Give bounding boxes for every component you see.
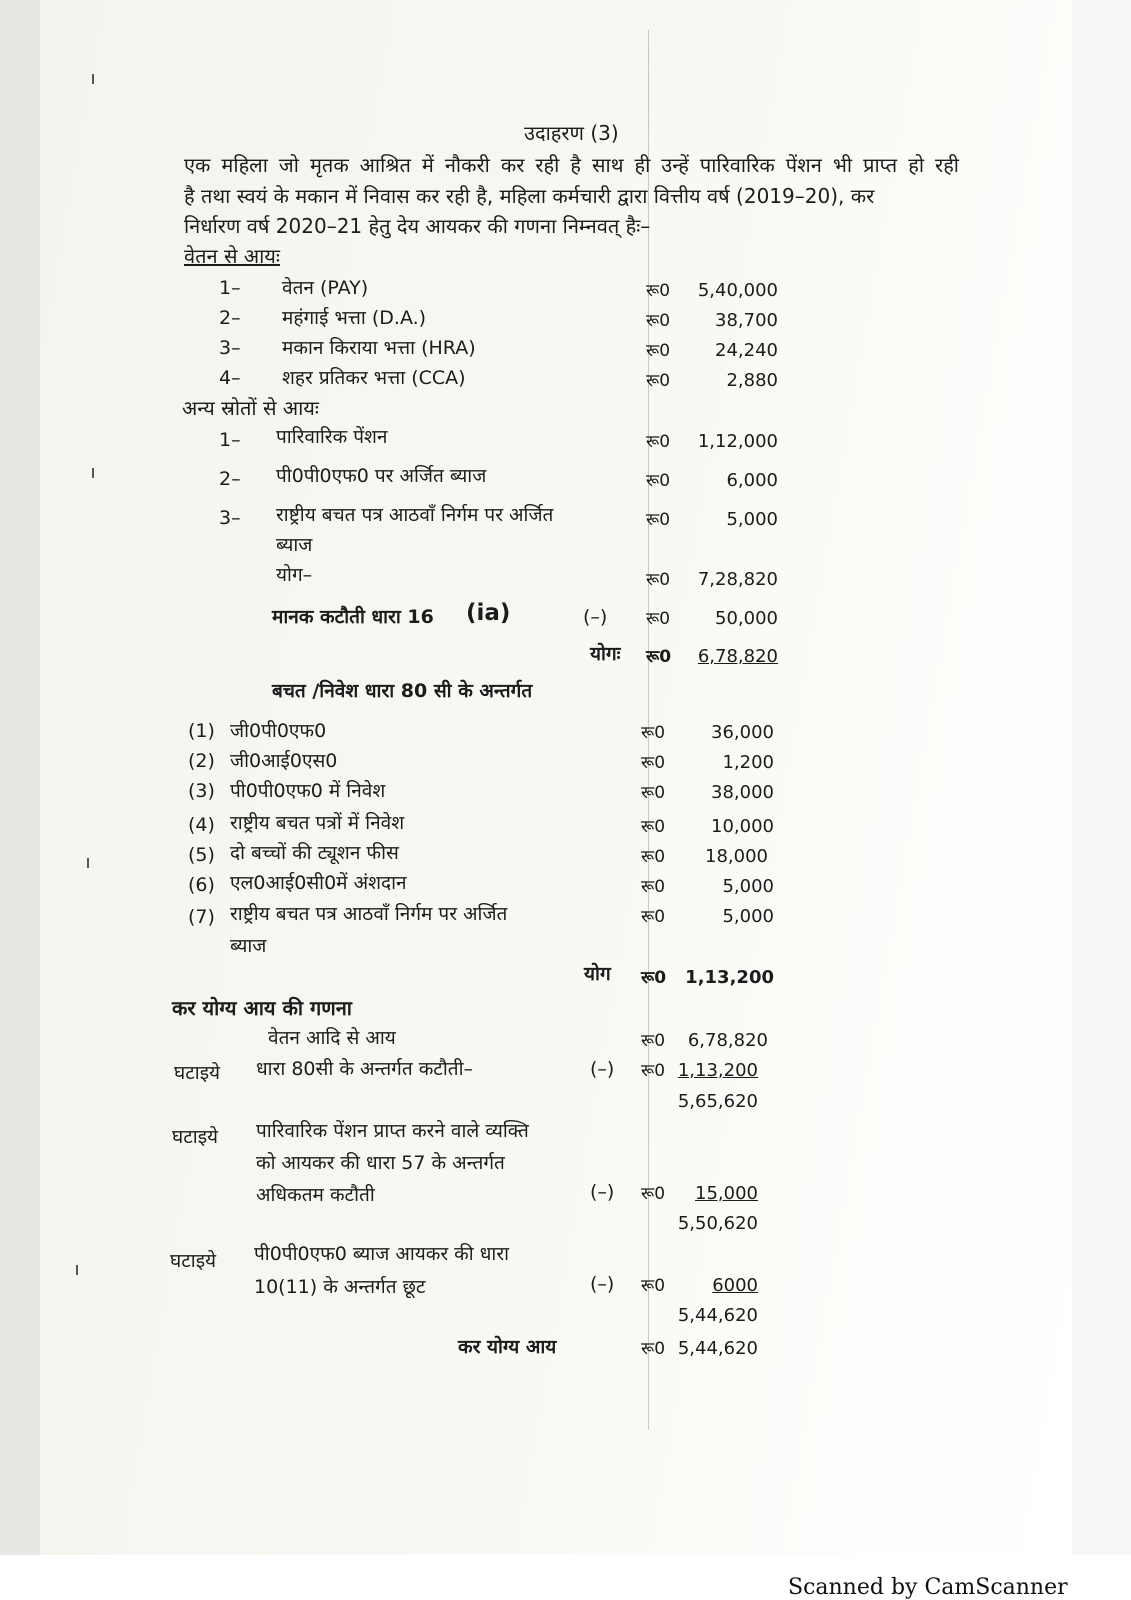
salary-item-amount: 5,40,000 [697,280,778,301]
currency-label: रू0 [646,432,671,452]
savings-item-label: दो बच्चों की ट्यूशन फीस [230,842,399,864]
salary-item-label: महंगाई भत्ता (D.A.) [282,307,427,329]
net-total-amount: 6,78,820 [697,646,778,667]
salary-item-label: वेतन (PAY) [282,277,369,299]
currency-label: रू0 [641,968,667,988]
currency-label: रू0 [641,877,666,897]
subtotal-amount: 5,50,620 [677,1213,758,1234]
salary-heading: वेतन से आयः [184,244,280,268]
savings-item-amount: 1,200 [722,752,774,773]
currency-label: रू0 [641,1184,666,1204]
savings-item-no: (3) [188,780,215,802]
currency-label: रू0 [641,907,666,927]
other-item-amount: 1,12,000 [697,431,778,452]
savings-heading: बचत /निवेश धारा 80 सी के अन्तर्गत [272,680,533,702]
other-item-amount: 5,000 [726,509,778,530]
deduction-80c-amount: 1,13,200 [677,1060,758,1081]
savings-item-amount: 18,000 [705,846,768,867]
currency-label: रू0 [641,817,666,837]
subtotal-amount: 5,44,620 [677,1305,758,1326]
less-label: घटाइये [174,1062,221,1084]
less-label: घटाइये [170,1250,217,1272]
minus-sign: (–) [590,1058,615,1080]
taxable-income-amount: 5,44,620 [677,1338,758,1359]
scanner-watermark: Scanned by CamScanner [788,1575,1068,1600]
taxable-heading: कर योग्य आय की गणना [172,996,352,1020]
other-item-no: 2– [219,468,241,490]
savings-item-no: (6) [188,874,215,896]
scan-mark [87,858,89,868]
currency-label: रू0 [641,1031,666,1051]
currency-label: रू0 [641,753,666,773]
savings-total-amount: 1,13,200 [685,967,774,988]
intro-line-1: एक महिला जो मृतक आश्रित में नौकरी कर रही है साथ ही उन्हें पारिवारिक पेंशन भी प्राप्त हो रही [184,153,959,177]
savings-item-label: राष्ट्रीय बचत पत्र आठवाँ निर्गम पर अर्जित [230,903,508,925]
savings-item-no: (5) [188,844,215,866]
savings-item-no: (7) [188,906,215,928]
currency-label: रू0 [646,510,671,530]
currency-label: रू0 [641,1276,666,1296]
other-item-label-cont: ब्याज [276,534,313,556]
currency-label: रू0 [641,783,666,803]
savings-total-label: योग [584,963,611,985]
currency-label: रू0 [646,647,672,667]
minus-sign: (–) [590,1181,615,1203]
standard-deduction-amount: 50,000 [715,608,778,629]
scan-mark [92,74,94,84]
savings-item-no: (4) [188,814,215,836]
salary-item-no: 1– [219,277,241,299]
salary-item-no: 3– [219,337,241,359]
pension-deduction-amount: 15,000 [695,1183,758,1204]
salary-item-label: शहर प्रतिकर भत्ता (CCA) [282,367,466,389]
subtotal-label: योग– [276,564,313,586]
page-edge [1072,0,1131,1600]
savings-item-label: पी0पी0एफ0 में निवेश [230,780,386,802]
savings-item-amount: 5,000 [722,876,774,897]
currency-label: रू0 [646,281,671,301]
intro-line-3: निर्धारण वर्ष 2020–21 हेतु देय आयकर की गणना निम्नवत् हैः– [184,214,651,238]
savings-item-label-cont: ब्याज [230,935,267,957]
pension-deduction-line: पारिवारिक पेंशन प्राप्त करने वाले व्यक्ति [256,1120,529,1142]
scan-mark [76,1265,78,1275]
subtotal-amount: 5,65,620 [677,1091,758,1112]
deduction-80c-label: धारा 80सी के अन्तर्गत कटौती– [256,1058,474,1080]
currency-label: रू0 [646,609,671,629]
savings-item-no: (1) [188,720,215,742]
other-item-no: 3– [219,507,241,529]
savings-item-no: (2) [188,750,215,772]
salary-item-no: 2– [219,307,241,329]
net-total-label: योगः [590,643,621,665]
ppf-exemption-line: पी0पी0एफ0 ब्याज आयकर की धारा [254,1243,510,1265]
salary-item-amount: 2,880 [726,370,778,391]
other-item-amount: 6,000 [726,470,778,491]
other-item-label: पारिवारिक पेंशन [276,426,388,448]
pension-deduction-line: को आयकर की धारा 57 के अन्तर्गत [256,1152,505,1174]
page-title: उदाहरण (3) [524,121,619,145]
other-item-label: पी0पी0एफ0 पर अर्जित ब्याज [276,465,487,487]
pension-deduction-line: अधिकतम कटौती [256,1184,375,1206]
currency-label: रू0 [646,341,671,361]
currency-label: रू0 [646,471,671,491]
currency-label: रू0 [646,311,671,331]
savings-item-label: राष्ट्रीय बचत पत्रों में निवेश [230,812,405,834]
currency-label: रू0 [641,1339,666,1359]
savings-item-amount: 5,000 [722,906,774,927]
savings-item-label: जी0पी0एफ0 [230,720,327,742]
savings-item-amount: 36,000 [711,722,774,743]
taxable-income-label: कर योग्य आय [458,1336,557,1358]
minus-sign: (–) [583,606,608,628]
ppf-exemption-amount: 6000 [712,1275,758,1296]
standard-deduction-label: मानक कटौती धारा 16 [272,606,434,628]
salary-item-amount: 38,700 [715,310,778,331]
currency-label: रू0 [646,371,671,391]
intro-line-2: है तथा स्वयं के मकान में निवास कर रही है, महिला कर्मचारी द्वारा वित्तीय वर्ष (2019–20), कर [184,184,875,208]
standard-deduction-clause: (ia) [466,600,511,626]
less-label: घटाइये [172,1126,219,1148]
savings-item-label: जी0आई0एस0 [230,750,338,772]
other-item-no: 1– [219,429,241,451]
other-item-label: राष्ट्रीय बचत पत्र आठवाँ निर्गम पर अर्जित [276,504,554,526]
other-income-heading: अन्य स्रोतों से आयः [182,396,319,420]
scan-mark [92,468,94,478]
salary-item-label: मकान किराया भत्ता (HRA) [282,337,476,359]
minus-sign: (–) [590,1273,615,1295]
ppf-exemption-line: 10(11) के अन्तर्गत छूट [254,1276,426,1298]
subtotal-amount: 7,28,820 [697,569,778,590]
savings-item-label: एल0आई0सी0में अंशदान [230,872,407,894]
savings-item-amount: 38,000 [711,782,774,803]
currency-label: रू0 [641,847,666,867]
currency-label: रू0 [641,723,666,743]
currency-label: रू0 [641,1061,666,1081]
savings-item-amount: 10,000 [711,816,774,837]
salary-income-amount: 6,78,820 [687,1030,768,1051]
salary-item-no: 4– [219,367,241,389]
salary-item-amount: 24,240 [715,340,778,361]
currency-label: रू0 [646,570,671,590]
salary-income-label: वेतन आदि से आय [268,1027,396,1049]
